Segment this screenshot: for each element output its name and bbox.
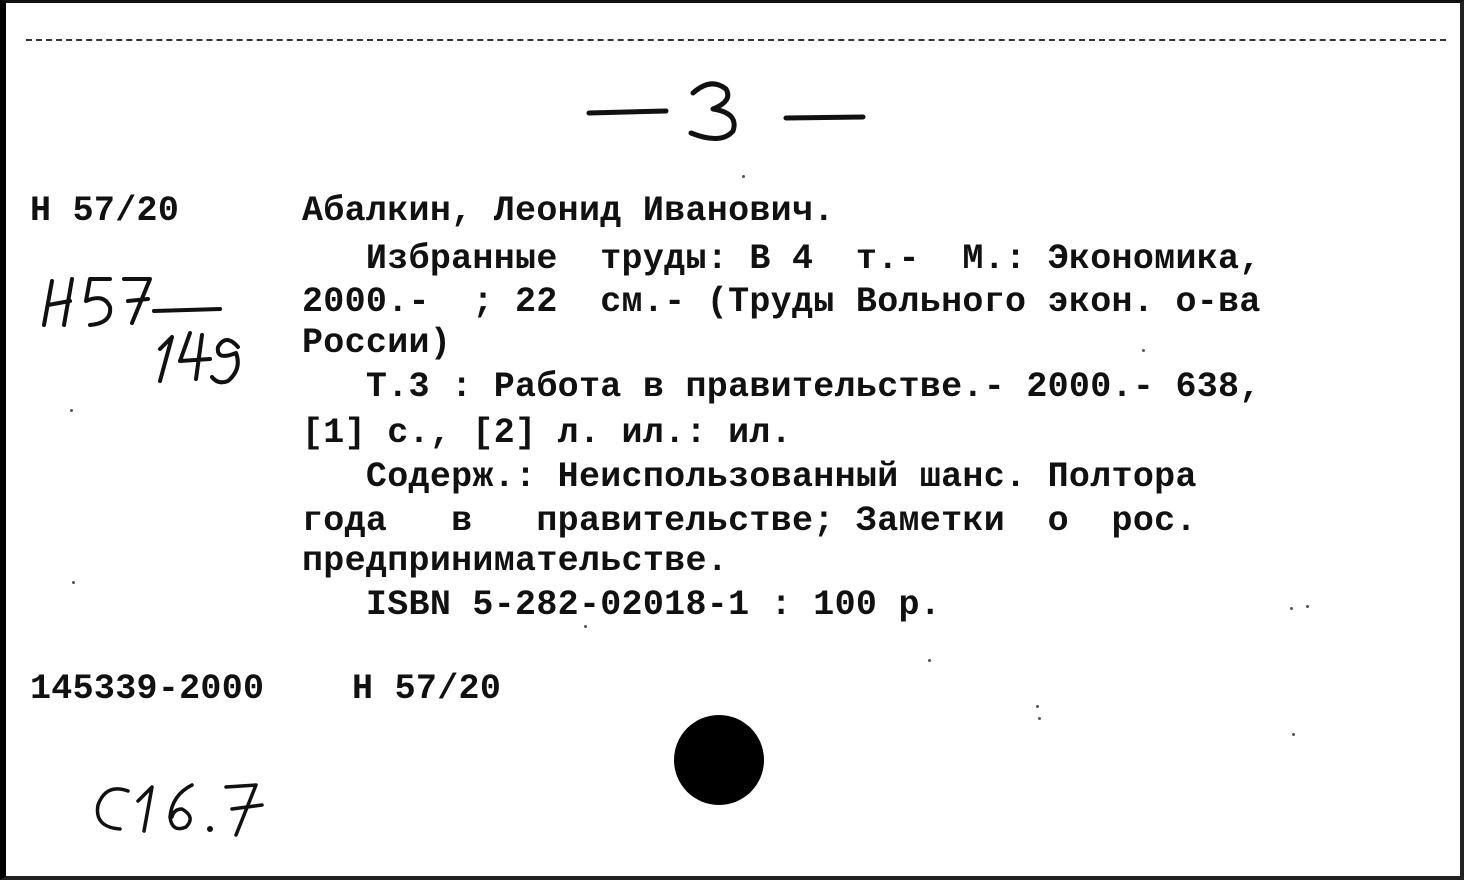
scan-speck bbox=[1036, 705, 1039, 708]
entry-line: Т.3 : Работа в правительстве.- 2000.- 638, bbox=[302, 367, 1261, 407]
entry-line: [1] с., [2] л. ил.: ил. bbox=[302, 413, 792, 453]
entry-line: года в правительстве; Заметки о рос. bbox=[302, 501, 1197, 541]
shelf-mark: Н 57/20 bbox=[30, 191, 180, 231]
scan-speck bbox=[70, 409, 73, 412]
accession-number: 145339-2000 bbox=[30, 669, 265, 709]
entry-line: Содерж.: Неиспользованный шанс. Полтора bbox=[302, 457, 1197, 497]
top-rule bbox=[26, 39, 1446, 41]
scan-speck bbox=[1306, 605, 1309, 608]
scan-speck bbox=[584, 625, 587, 628]
page-number bbox=[581, 71, 871, 151]
handwritten-classification bbox=[86, 775, 316, 855]
scan-speck bbox=[1038, 717, 1041, 720]
punch-hole bbox=[674, 715, 764, 805]
scan-speck bbox=[1142, 349, 1145, 352]
scan-speck bbox=[1290, 607, 1293, 610]
entry-line-isbn: ISBN 5-282-02018-1 : 100 р. bbox=[302, 585, 942, 625]
entry-line: Избранные труды: В 4 т.- М.: Экономика, bbox=[302, 239, 1261, 279]
entry-line: предпринимательстве. bbox=[302, 541, 729, 581]
handwritten-shelf-mark bbox=[32, 265, 282, 395]
entry-line: 2000.- ; 22 см.- (Труды Вольного экон. о-ва bbox=[302, 282, 1261, 322]
entry-line-author: Абалкин, Леонид Иванович. bbox=[302, 191, 835, 231]
accession-shelf-mark: Н 57/20 bbox=[352, 669, 502, 709]
scan-speck bbox=[1292, 733, 1295, 736]
scan-speck bbox=[72, 581, 75, 584]
scan-speck bbox=[742, 175, 745, 178]
entry-line: России) bbox=[302, 323, 452, 363]
scan-speck bbox=[928, 659, 931, 662]
